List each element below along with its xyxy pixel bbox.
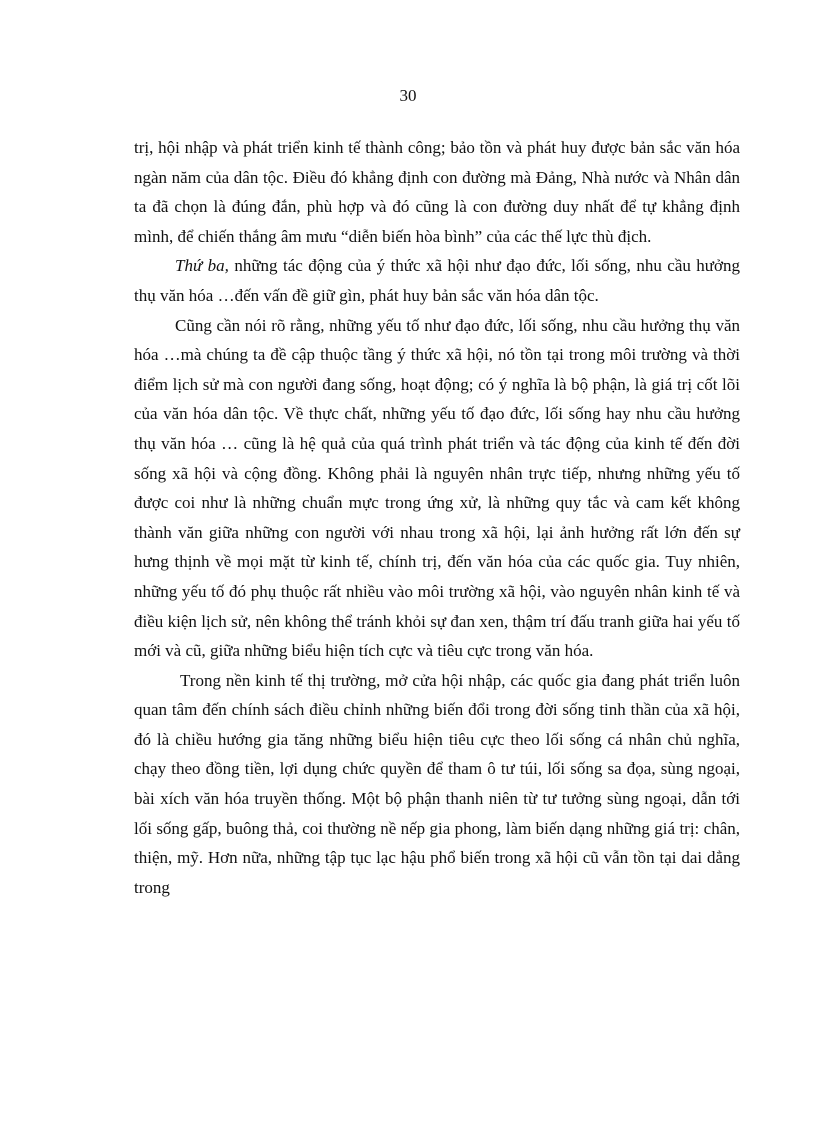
paragraph-3: Cũng cần nói rõ rằng, những yếu tố như đạo đức, lối sống, nhu cầu hưởng thụ văn hóa …mà chúng ta đề cập thuộc tầng ý thức xã hội, nó tồn tại trong môi trường và thời điểm lịch sử mà con người đang sống, hoạt động; có ý nghĩa là bộ phận, là giá trị cốt lõi của văn hóa dân tộc. Về thực chất, những yếu tố đạo đức, lối sống hay nhu cầu hưởng thụ văn hóa … cũng là hệ quả của quá trình phát triển và tác động của kinh tế đến đời sống xã hội và cộng đồng. Không phải là nguyên nhân trực tiếp, nhưng những yếu tố được coi như là những chuẩn mực trong ứng xử, là những quy tắc và cam kết không thành văn giữa những con người với nhau trong xã hội, lại ảnh hưởng rất lớn đến sự hưng thịnh về mọi mặt từ kinh tế, chính trị, đến văn hóa của các quốc gia. Tuy nhiên, những yếu tố đó phụ thuộc rất nhiều vào môi trường xã hội, vào nguyên nhân kinh tế và điều kiện lịch sử, nên không thể tránh khỏi sự đan xen, thậm trí đấu tranh giữa hai yếu tố mới và cũ, giữa những biểu hiện tích cực và tiêu cực trong văn hóa. (134, 315, 740, 661)
paragraph-4: Trong nền kinh tế thị trường, mở cửa hội nhập, các quốc gia đang phát triển luôn quan tâm đến chính sách điều chỉnh những biến đổi trong đời sống tinh thần của xã hội, đó là chiều hướng gia tăng những biểu hiện tiêu cực theo lối sống cá nhân chủ nghĩa, chạy theo đồng tiền, lợi dụng chức quyền để tham ô tư túi, lối sống sa đọa, sùng ngoại, bài xích văn hóa truyền thống. Một bộ phận thanh niên từ tư tưởng sùng ngoại, dẫn tới lối sống gấp, buông thả, coi thường nề nếp gia phong, làm biến dạng những giá trị: chân, thiện, mỹ. Hơn nữa, những tập tục lạc hậu phổ biến trong xã hội cũ vẫn tồn tại dai dẳng trong (134, 670, 740, 897)
body-text (134, 133, 740, 902)
paragraph-1: trị, hội nhập và phát triển kinh tế thành công; bảo tồn và phát huy được bản sắc văn hóa ngàn năm của dân tộc. Điều đó khẳng định con đường mà Đảng, Nhà nước và Nhân dân ta đã chọn là đúng đắn, phù hợp và đó cũng là con đường duy nhất để tự khẳng định mình, để chiến thắng âm mưu “diễn biến hòa bình” của các thế lực thù địch. (134, 138, 740, 246)
paragraph-2 (134, 251, 740, 310)
paragraph-2-lead: Thứ ba, (175, 256, 229, 276)
paragraph-2-text: những tác động của ý thức xã hội như đạo đức, lối sống, nhu cầu hưởng thụ văn hóa …đến vấn đề giữ gìn, phát huy bản sắc văn hóa dân tộc. (134, 256, 740, 305)
page-number: 30 (399, 86, 417, 105)
